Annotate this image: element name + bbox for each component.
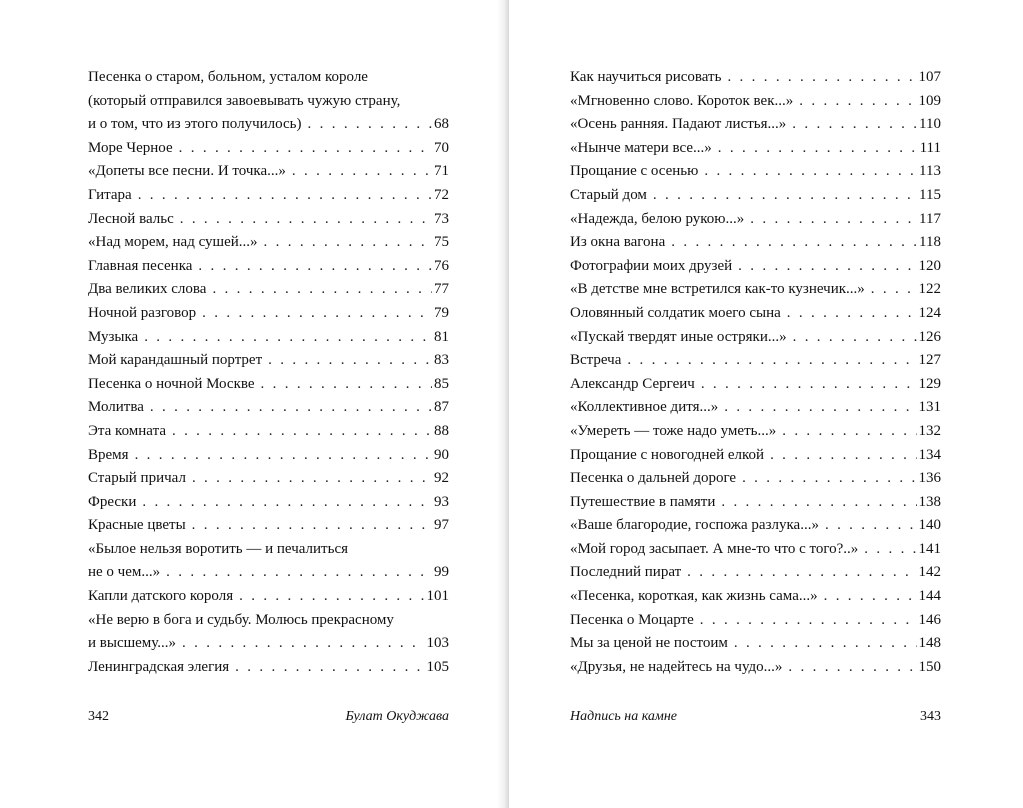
toc-entry-row	[570, 420, 941, 444]
toc-entry	[88, 538, 449, 585]
toc-entry-row	[88, 326, 449, 350]
toc-entry-page: 105	[426, 658, 449, 675]
toc-entry-title: и о том, что из этого получилось)	[88, 116, 302, 133]
running-head: Булат Окуджава	[345, 709, 449, 724]
toc-entry-title: Мы за ценой не постоим	[570, 635, 728, 652]
toc-entry	[88, 231, 449, 255]
toc-entry	[570, 609, 941, 633]
toc-entry-page: 144	[918, 588, 941, 605]
toc-entry	[570, 561, 941, 585]
page-number: 343	[920, 709, 941, 724]
toc-entry-page: 111	[919, 139, 941, 156]
toc-entry-page: 127	[918, 352, 941, 369]
toc-entry-row	[570, 514, 941, 538]
toc-entry-page: 132	[918, 422, 941, 439]
dot-leader	[792, 113, 917, 137]
toc-entry-row	[88, 278, 449, 302]
dot-leader	[704, 160, 917, 184]
toc-entry-page: 85	[434, 375, 449, 392]
toc-entry	[570, 396, 941, 420]
dot-leader	[687, 561, 916, 585]
toc-entry-title: «Осень ранняя. Падают листья...»	[570, 116, 787, 133]
toc-entry-title: Песенка о дальней дороге	[570, 470, 737, 487]
toc-entry-title: «Коллективное дитя...»	[570, 399, 719, 416]
toc-entry-row	[570, 302, 941, 326]
dot-leader	[180, 208, 432, 232]
toc-entry	[570, 585, 941, 609]
toc-entry-title: «Мгновенно слово. Короток век...»	[570, 92, 794, 109]
dot-leader	[824, 585, 917, 609]
dot-leader	[235, 656, 424, 680]
toc-entry	[88, 302, 449, 326]
toc-entry-page: 77	[434, 281, 449, 298]
dot-leader	[799, 90, 916, 114]
toc-entry-row	[570, 113, 941, 137]
toc-entry	[570, 137, 941, 161]
toc-entry	[88, 137, 449, 161]
toc-entry	[570, 326, 941, 350]
toc-entry-title: Прощание с новогодней елкой	[570, 446, 765, 463]
toc-entry-page: 88	[434, 422, 449, 439]
toc-entry-page: 138	[918, 493, 941, 510]
toc-entry-row	[570, 160, 941, 184]
toc-entry-page: 83	[434, 352, 449, 369]
toc-list-left	[88, 66, 449, 679]
toc-entry-page: 79	[434, 304, 449, 321]
toc-entry-page: 92	[434, 470, 449, 487]
toc-entry	[570, 208, 941, 232]
toc-entry-row	[88, 632, 449, 656]
toc-entry-page: 120	[918, 257, 941, 274]
dot-leader	[261, 373, 432, 397]
toc-entry-row	[88, 184, 449, 208]
running-head: Надпись на камне	[570, 709, 678, 724]
toc-entry	[88, 373, 449, 397]
dot-leader	[268, 349, 432, 373]
toc-entry-page: 68	[434, 116, 449, 133]
toc-entry-title: Два великих слова	[88, 281, 207, 298]
dot-leader	[700, 609, 917, 633]
toc-entry-title-line: «Былое нельзя воротить — и печалиться	[88, 540, 349, 557]
toc-entry-page: 146	[918, 611, 941, 628]
toc-entry-page: 124	[918, 304, 941, 321]
toc-entry	[570, 231, 941, 255]
toc-entry-title: «Мой город засыпает. А мне-то что с того?..»	[570, 540, 859, 557]
toc-entry-row	[570, 278, 941, 302]
toc-entry	[88, 208, 449, 232]
dot-leader	[653, 184, 917, 208]
toc-entry-row	[570, 656, 941, 680]
toc-entry-title: Встреча	[570, 352, 622, 369]
toc-entry	[570, 160, 941, 184]
toc-entry-page: 134	[918, 446, 941, 463]
toc-entry-page: 113	[919, 163, 941, 180]
toc-entry-title: Капли датского короля	[88, 588, 234, 605]
toc-entry-title: Ленинградская элегия	[88, 658, 230, 675]
toc-entry-page: 75	[434, 234, 449, 251]
toc-entry-row	[88, 561, 449, 585]
toc-entry-title: «Друзья, не надейтесь на чудо...»	[570, 658, 783, 675]
dot-leader	[182, 632, 424, 656]
toc-entry-page: 73	[434, 210, 449, 227]
dot-leader	[172, 420, 432, 444]
toc-entry	[570, 349, 941, 373]
dot-leader	[192, 514, 432, 538]
toc-entry-title: Оловянный солдатик моего сына	[570, 304, 781, 321]
toc-entry-row	[570, 349, 941, 373]
toc-entry-page: 76	[434, 257, 449, 274]
toc-entry-row	[570, 137, 941, 161]
toc-entry-page: 70	[434, 139, 449, 156]
toc-entry	[88, 326, 449, 350]
toc-entry	[570, 90, 941, 114]
dot-leader	[793, 326, 917, 350]
toc-entry	[88, 585, 449, 609]
toc-entry-title: Красные цветы	[88, 517, 186, 534]
toc-entry-row	[570, 538, 941, 562]
toc-entry	[88, 396, 449, 420]
toc-entry	[570, 255, 941, 279]
toc-entry-title: «Умереть — тоже надо уметь...»	[570, 422, 777, 439]
toc-entry	[570, 184, 941, 208]
toc-entry-title: Песенка о Моцарте	[570, 611, 694, 628]
toc-entry-row	[88, 113, 449, 137]
toc-entry-title: «Ваше благородие, госпожа разлука...»	[570, 517, 819, 534]
toc-entry-row	[88, 302, 449, 326]
toc-entry-page: 118	[919, 234, 941, 251]
toc-entry	[570, 632, 941, 656]
toc-entry-page: 136	[918, 470, 941, 487]
toc-entry	[570, 467, 941, 491]
toc-entry-title: Ночной разговор	[88, 304, 197, 321]
dot-leader	[721, 491, 916, 515]
toc-entry-page: 87	[434, 399, 449, 416]
toc-entry-row	[88, 208, 449, 232]
toc-entry-row	[570, 90, 941, 114]
toc-entry-page: 150	[918, 658, 941, 675]
toc-entry-row	[570, 561, 941, 585]
toc-entry	[88, 609, 449, 656]
toc-entry-title: Старый причал	[88, 470, 186, 487]
toc-entry-page: 99	[434, 564, 449, 581]
toc-entry-row	[570, 396, 941, 420]
toc-entry	[570, 66, 941, 90]
toc-entry	[570, 444, 941, 468]
toc-entry-title: Море Черное	[88, 139, 173, 156]
toc-entry-row	[570, 326, 941, 350]
toc-entry-title: Молитва	[88, 399, 144, 416]
toc-entry-title: и высшему...»	[88, 635, 177, 652]
toc-entry-page: 129	[918, 375, 941, 392]
toc-entry	[88, 278, 449, 302]
toc-entry-row	[570, 255, 941, 279]
toc-entry-row	[570, 467, 941, 491]
dot-leader	[770, 444, 916, 468]
toc-entry-row	[88, 420, 449, 444]
toc-entry	[88, 349, 449, 373]
toc-entry-row	[88, 491, 449, 515]
right-page	[509, 0, 1023, 808]
dot-leader	[738, 255, 916, 279]
toc-entry	[88, 255, 449, 279]
toc-entry-page: 93	[434, 493, 449, 510]
toc-entry	[570, 113, 941, 137]
toc-entry-title: «В детстве мне встретился как-то кузнечик...»	[570, 281, 865, 298]
toc-entry-row	[88, 231, 449, 255]
dot-leader	[138, 184, 432, 208]
dot-leader	[788, 656, 916, 680]
toc-entry	[88, 184, 449, 208]
toc-entry	[88, 66, 449, 137]
toc-entry-title: Как научиться рисовать	[570, 69, 722, 85]
dot-leader	[144, 326, 432, 350]
toc-entry-row	[88, 444, 449, 468]
toc-entry-title: Последний пират	[570, 564, 682, 581]
toc-entry	[88, 444, 449, 468]
toc-entry-page: 97	[434, 517, 449, 534]
dot-leader	[750, 208, 917, 232]
toc-entry-page: 115	[919, 186, 941, 203]
toc-entry	[88, 491, 449, 515]
toc-entry	[570, 420, 941, 444]
toc-entry-page: 109	[918, 92, 941, 109]
toc-entry-title: Фотографии моих друзей	[570, 257, 733, 274]
toc-entry-title: «Над морем, над сушей...»	[88, 234, 258, 251]
dot-leader	[787, 302, 917, 326]
dot-leader	[825, 514, 917, 538]
dot-leader	[212, 278, 432, 302]
toc-entry-page: 131	[918, 399, 941, 416]
toc-entry-row	[88, 255, 449, 279]
dot-leader	[734, 632, 917, 656]
toc-entry	[88, 160, 449, 184]
toc-entry-title: Мой карандашный портрет	[88, 352, 263, 369]
toc-entry-title: Старый дом	[570, 186, 647, 203]
dot-leader	[264, 231, 432, 255]
toc-entry	[88, 467, 449, 491]
dot-leader	[724, 396, 916, 420]
dot-leader	[202, 302, 432, 326]
dot-leader	[727, 66, 916, 90]
toc-entry-page: 148	[918, 635, 941, 652]
toc-entry-title: не о чем...»	[88, 564, 161, 581]
dot-leader	[864, 538, 916, 562]
dot-leader	[701, 373, 917, 397]
toc-entry-page: 72	[434, 186, 449, 203]
dot-leader	[871, 278, 917, 302]
toc-entry-title: «Допеты все песни. И точка...»	[88, 163, 286, 180]
toc-entry-title: Музыка	[88, 328, 139, 345]
toc-entry	[570, 278, 941, 302]
toc-entry-row	[88, 514, 449, 538]
toc-entry	[570, 373, 941, 397]
toc-entry-page: 90	[434, 446, 449, 463]
toc-entry-title: Прощание с осенью	[570, 163, 699, 180]
toc-entry-row	[88, 349, 449, 373]
toc-entry-title: Александр Сергеич	[570, 375, 695, 392]
toc-entry-title: Из окна вагона	[570, 234, 666, 251]
dot-leader	[179, 137, 432, 161]
toc-entry-row	[88, 373, 449, 397]
toc-entry-title-line: (который отправился завоевывать чужую страну,	[88, 92, 401, 109]
toc-entry-title: Гитара	[88, 186, 132, 203]
toc-entry-row	[570, 373, 941, 397]
toc-entry-row	[570, 208, 941, 232]
toc-entry-page: 122	[918, 281, 941, 298]
toc-entry-title: «Песенка, короткая, как жизнь сама...»	[570, 588, 818, 605]
toc-entry-page: 117	[919, 210, 941, 227]
toc-entry-page: 141	[918, 540, 941, 557]
toc-entry-row	[88, 656, 449, 680]
toc-entry-title: «Нынче матери все...»	[570, 139, 712, 156]
toc-entry	[570, 514, 941, 538]
toc-entry	[88, 420, 449, 444]
toc-entry-title: Лесной вальс	[88, 210, 174, 227]
toc-entry-page: 142	[918, 564, 941, 581]
toc-entry-page: 81	[434, 328, 449, 345]
dot-leader	[239, 585, 424, 609]
toc-entry-row	[570, 444, 941, 468]
toc-entry-row	[88, 160, 449, 184]
dot-leader	[150, 396, 432, 420]
dot-leader	[142, 491, 432, 515]
dot-leader	[742, 467, 916, 491]
dot-leader	[782, 420, 916, 444]
toc-entry	[88, 656, 449, 680]
toc-entry-title: Путешествие в памяти	[570, 493, 716, 510]
page-number: 342	[88, 709, 109, 724]
toc-entry-title: Время	[88, 446, 129, 463]
toc-entry-row	[570, 491, 941, 515]
toc-entry-row	[570, 585, 941, 609]
toc-entry	[570, 302, 941, 326]
dot-leader	[166, 561, 432, 585]
toc-entry	[570, 538, 941, 562]
toc-entry-row	[570, 632, 941, 656]
dot-leader	[718, 137, 918, 161]
toc-entry-title: «Надежда, белою рукою...»	[570, 210, 745, 227]
dot-leader	[135, 444, 432, 468]
toc-entry-title: Фрески	[88, 493, 137, 510]
dot-leader	[192, 467, 432, 491]
dot-leader	[308, 113, 432, 137]
toc-entry	[570, 656, 941, 680]
page-footer-left	[88, 709, 449, 725]
toc-entry-title: Эта комната	[88, 422, 166, 439]
toc-entry-page: 140	[918, 517, 941, 534]
toc-entry-page: 126	[918, 328, 941, 345]
toc-entry	[570, 491, 941, 515]
toc-list-right	[570, 66, 941, 679]
dot-leader	[671, 231, 917, 255]
dot-leader	[627, 349, 916, 373]
toc-entry-row	[570, 184, 941, 208]
toc-entry-row	[88, 585, 449, 609]
toc-entry-page: 110	[919, 116, 941, 133]
toc-entry-title: Песенка о ночной Москве	[88, 375, 255, 392]
toc-entry-page: 101	[426, 588, 449, 605]
toc-entry-row	[570, 66, 941, 90]
toc-entry-title-line: «Не верю в бога и судьбу. Молюсь прекрасному	[88, 611, 394, 628]
toc-entry-title: Главная песенка	[88, 257, 193, 274]
dot-leader	[198, 255, 432, 279]
dot-leader	[292, 160, 432, 184]
toc-entry-row	[570, 609, 941, 633]
toc-entry	[88, 514, 449, 538]
toc-entry-row	[88, 396, 449, 420]
toc-entry-row	[88, 467, 449, 491]
left-page	[0, 0, 505, 808]
toc-entry-page: 107	[918, 69, 941, 85]
toc-entry-page: 71	[434, 163, 449, 180]
toc-entry-row	[570, 231, 941, 255]
toc-entry-page: 103	[426, 635, 449, 652]
page-footer-right	[570, 709, 941, 725]
toc-entry-title-line: Песенка о старом, больном, усталом короле	[88, 69, 368, 85]
toc-entry-title: «Пускай твердят иные остряки...»	[570, 328, 787, 345]
toc-entry-row	[88, 137, 449, 161]
